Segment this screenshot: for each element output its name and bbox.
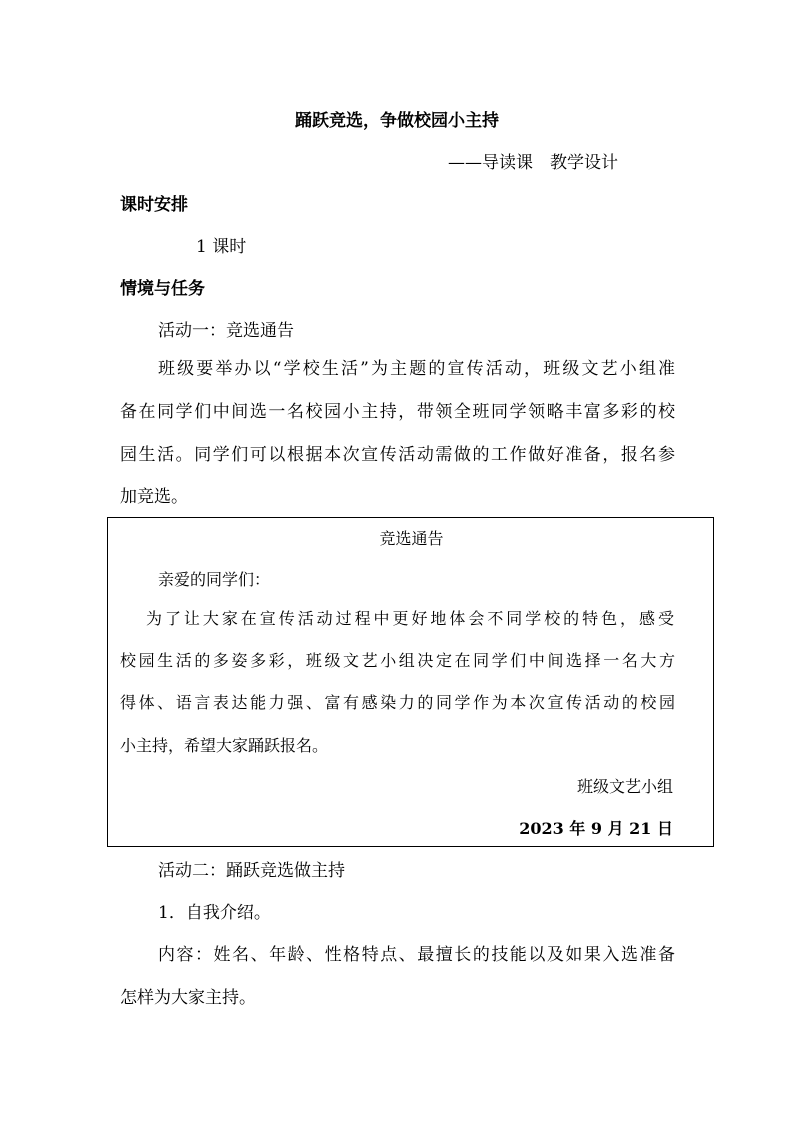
notice-body-line: 小主持，希望大家踊跃报名。 xyxy=(120,736,329,755)
notice-date: 2023 年 9 月 21 日 xyxy=(519,819,673,838)
page-subtitle: ——导读课 教学设计 xyxy=(448,153,618,173)
notice-body-line: 得体、语言表达能力强、富有感染力的同学作为本次宣传活动的校园 xyxy=(120,693,675,712)
activity2-item1: 1．自我介绍。 xyxy=(158,903,271,923)
notice-signature: 班级文艺小组 xyxy=(576,777,673,796)
activity1-title: 活动一：竞选通告 xyxy=(158,321,294,341)
section-heading-schedule: 课时安排 xyxy=(120,195,188,215)
paragraph-line: 备在同学们中间选一名校园小主持，带领全班同学领略丰富多彩的校 xyxy=(120,402,675,422)
activity2-content-line: 内容：姓名、年龄、性格特点、最擅长的技能以及如果入选准备 xyxy=(158,945,675,965)
schedule-content: 1 课时 xyxy=(196,237,247,257)
notice-title: 竞选通告 xyxy=(379,529,444,548)
paragraph-line: 园生活。同学们可以根据本次宣传活动需做的工作做好准备，报名参 xyxy=(120,445,675,465)
activity2-content-line: 怎样为大家主持。 xyxy=(120,988,256,1008)
paragraph-line: 加竞选。 xyxy=(120,487,188,507)
notice-greeting: 亲爱的同学们： xyxy=(158,570,271,589)
activity2-title: 活动二：踊跃竞选做主持 xyxy=(158,861,345,881)
notice-body-line: 校园生活的多姿多彩，班级文艺小组决定在同学们中间选择一名大方 xyxy=(120,651,675,670)
notice-body-line: 为了让大家在宣传活动过程中更好地体会不同学校的特色，感受 xyxy=(146,609,674,628)
paragraph-line: 班级要举办以“学校生活”为主题的宣传活动，班级文艺小组准 xyxy=(158,359,675,379)
page-title: 踊跃竞选，争做校园小主持 xyxy=(295,111,499,131)
section-heading-context: 情境与任务 xyxy=(120,279,205,299)
notice-box xyxy=(107,517,714,847)
